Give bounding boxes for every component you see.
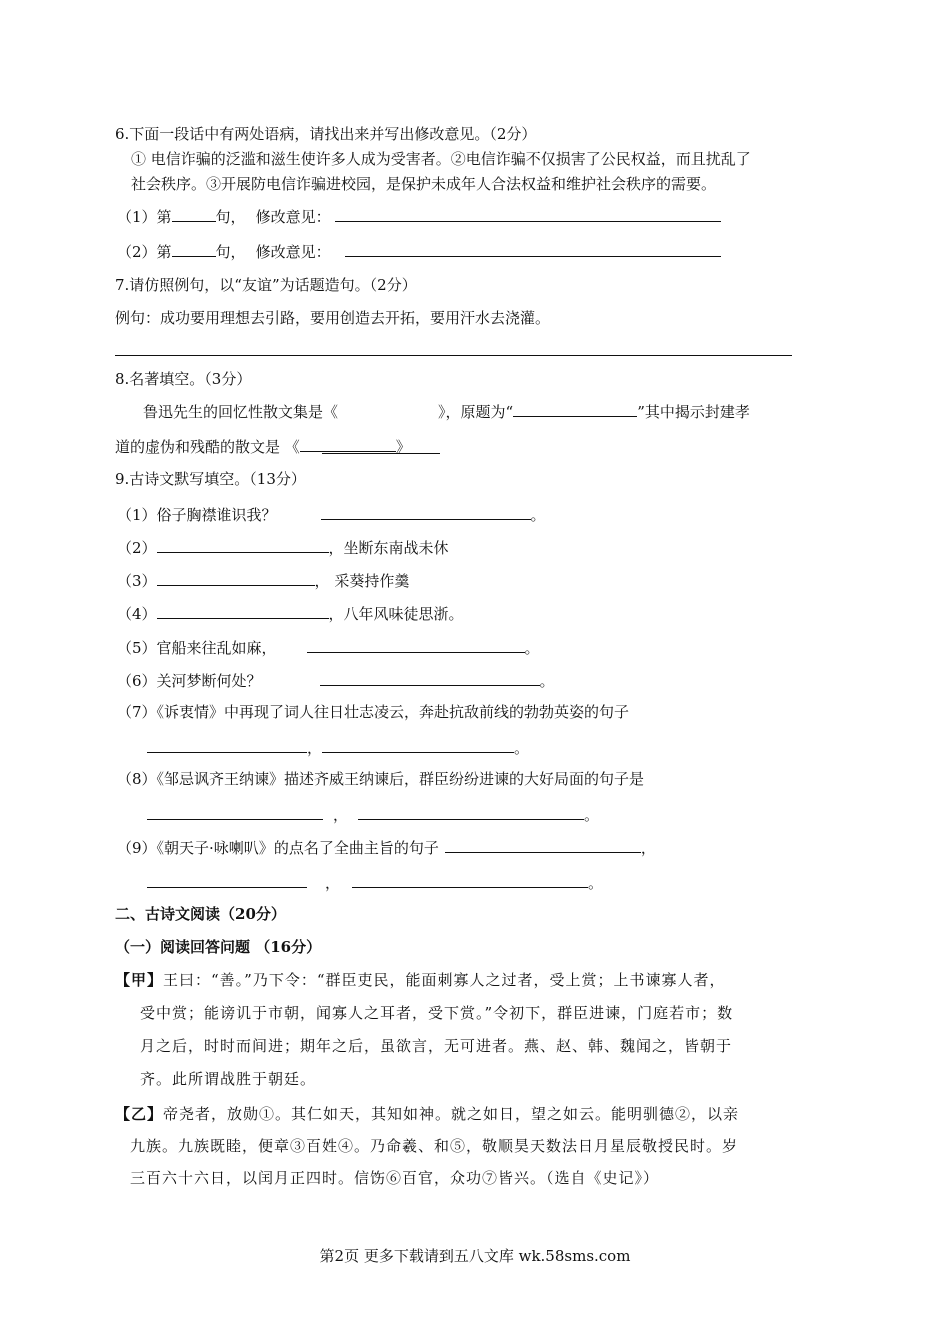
q9-i9-blank-3[interactable]	[352, 871, 588, 888]
q9-i7-end: 。	[514, 739, 530, 757]
q9-i6-blank[interactable]	[320, 669, 540, 686]
q7-answer-line[interactable]	[115, 355, 792, 356]
q9-i8-mid: ，	[333, 806, 349, 824]
q6-title: 6.下面一段话中有两处语病，请找出来并写出修改意见。（2分）	[115, 125, 537, 143]
q9-i3-label: （3）	[117, 572, 157, 590]
q9-item-1	[117, 503, 546, 525]
q8-l1-b: 》，原题为“	[438, 403, 514, 421]
q7-example: 例句：成功要用理想去引路，要用创造去开拓，要用汗水去浇灌。	[115, 309, 551, 327]
q9-i7-mid: ，	[307, 739, 323, 757]
q6-a2-fix-blank[interactable]	[345, 240, 721, 257]
q9-i9-blank-1[interactable]	[445, 836, 641, 853]
yi-tag: 【乙】	[115, 1105, 164, 1123]
q9-i3-text: ， 采葵持作羹	[314, 572, 410, 590]
q6-a1-suffix: 句，	[215, 208, 246, 226]
q9-item-3	[117, 569, 409, 591]
q8-l2-a: 道的虚伪和残酷的散文是 《	[115, 438, 300, 456]
q8-l1-c: ”其中揭示封建孝	[637, 403, 750, 421]
q9-item-2	[117, 536, 449, 558]
q8-l1-a: 鲁迅先生的回忆性散文集是《	[143, 403, 339, 421]
q8-original-title-blank[interactable]	[513, 400, 637, 417]
q6-a1-prefix: （1）第	[117, 208, 172, 226]
q9-item-9	[117, 836, 656, 858]
jia-line-2: 受中赏；能谤讥于市朝，闻寡人之耳者，受下赏。”令初下，群臣进谏，门庭若市；数	[140, 1004, 734, 1022]
q6-a2-prefix: （2）第	[117, 243, 172, 261]
q9-item-7: （7）《诉衷情》中再现了词人往日壮志凌云，奔赴抗敌前线的勃勃英姿的句子	[117, 703, 630, 721]
q6-a1-fix-blank[interactable]	[335, 205, 721, 222]
q9-item-8: （8）《邹忌讽齐王纳谏》描述齐威王纳谏后，群臣纷纷进谏的大好局面的句子是	[117, 770, 645, 788]
q9-i9-comma: ，	[640, 839, 656, 857]
jia-l1: 王曰：“善。”乃下令：“群臣吏民，能面刺寡人之过者，受上赏；上书谏寡人者，	[163, 971, 726, 989]
q6-passage-line1: ① 电信诈骗的泛滥和滋生使许多人成为受害者。②电信诈骗不仅损害了公民权益，而且扰乱了	[131, 150, 751, 168]
q9-title: 9.古诗文默写填空。（13分）	[115, 470, 306, 488]
q9-i9-end: 。	[588, 874, 604, 892]
q6-passage-line2: 社会秩序。③开展防电信诈骗进校园，是保护未成年人合法权益和维护社会秩序的需要。	[131, 175, 717, 193]
section2-title: 二、古诗文阅读（20分）	[115, 905, 286, 923]
q6-a2-fix-label: 修改意见：	[255, 243, 331, 261]
q9-item-8-answers	[147, 803, 599, 825]
q9-i2-blank[interactable]	[157, 536, 329, 553]
q9-i7-blank-1[interactable]	[147, 736, 307, 753]
jia-line-1	[115, 970, 726, 990]
q9-item-7-answers	[147, 736, 529, 758]
q8-l2-b: 》	[395, 438, 411, 456]
q8-essay-blank[interactable]	[300, 435, 396, 452]
q9-i1-blank[interactable]	[321, 503, 531, 520]
q6-a1-sentence-blank[interactable]	[172, 205, 216, 222]
jia-tag: 【甲】	[115, 971, 164, 989]
q9-i9-mid: ，	[325, 874, 341, 892]
q9-i8-blank-2[interactable]	[358, 803, 584, 820]
q9-i2-text: ，坐断东南战未休	[328, 539, 449, 557]
q9-i9-text: （9）《朝天子·咏喇叭》的点名了全曲主旨的句子	[117, 839, 439, 857]
q7-title: 7.请仿照例句，以“友谊”为话题造句。（2分）	[115, 276, 417, 294]
q9-i4-blank[interactable]	[157, 602, 329, 619]
yi-line-2: 九族。九族既睦，便章③百姓④。乃命羲、和⑤，敬顺昊天数法日月星辰敬授民时。岁	[130, 1137, 739, 1155]
q9-i8-blank-1[interactable]	[147, 803, 323, 820]
q6-answer-1	[117, 205, 721, 227]
q9-i3-blank[interactable]	[157, 569, 315, 586]
q6-a2-sentence-blank[interactable]	[172, 240, 216, 257]
q6-answer-2	[117, 240, 721, 262]
q9-i6-text: （6）关河梦断何处？	[117, 672, 262, 690]
q9-item-9-answers	[147, 871, 603, 893]
page-footer: 第2页 更多下载请到五八文库 wk.58sms.com	[319, 1247, 631, 1265]
q9-i6-end: 。	[539, 672, 555, 690]
yi-l1: 帝尧者，放勋①。其仁如天，其知如神。就之如日，望之如云。能明驯德②，以亲	[163, 1105, 740, 1123]
q9-i9-blank-2[interactable]	[147, 871, 307, 888]
section2-sub1: （一）阅读回答问题 （16分）	[115, 938, 322, 956]
q9-i4-text: ，八年风味徒思浙。	[328, 605, 464, 623]
q9-item-4	[117, 602, 464, 624]
q9-i5-end: 。	[524, 639, 540, 657]
q9-i2-label: （2）	[117, 539, 157, 557]
q6-a2-suffix: 句，	[215, 243, 246, 261]
q9-i1-end: 。	[530, 506, 546, 524]
jia-line-4: 齐。此所谓战胜于朝廷。	[140, 1070, 317, 1088]
q8-title: 8.名著填空。（3分）	[115, 370, 252, 388]
q8-essay-underline	[322, 453, 440, 454]
q9-item-6	[117, 669, 555, 691]
q9-i7-blank-2[interactable]	[322, 736, 514, 753]
jia-line-3: 月之后，时时而间进；期年之后，虽欲言，无可进者。燕、赵、韩、魏闻之，皆朝于	[140, 1037, 733, 1055]
yi-line-1	[115, 1104, 739, 1124]
yi-line-3: 三百六十六日，以闰月正四时。信饬⑥百官，众功⑦皆兴。（选自《史记》）	[130, 1169, 660, 1187]
q9-i1-text: （1）俗子胸襟谁识我？	[117, 506, 277, 524]
q9-i5-blank[interactable]	[307, 636, 525, 653]
q8-line1	[143, 400, 750, 422]
q9-i4-label: （4）	[117, 605, 157, 623]
q9-item-5	[117, 636, 540, 658]
q9-i8-end: 。	[584, 806, 600, 824]
q6-a1-fix-label: 修改意见：	[255, 208, 331, 226]
q9-i5-text: （5）官船来往乱如麻，	[117, 639, 277, 657]
